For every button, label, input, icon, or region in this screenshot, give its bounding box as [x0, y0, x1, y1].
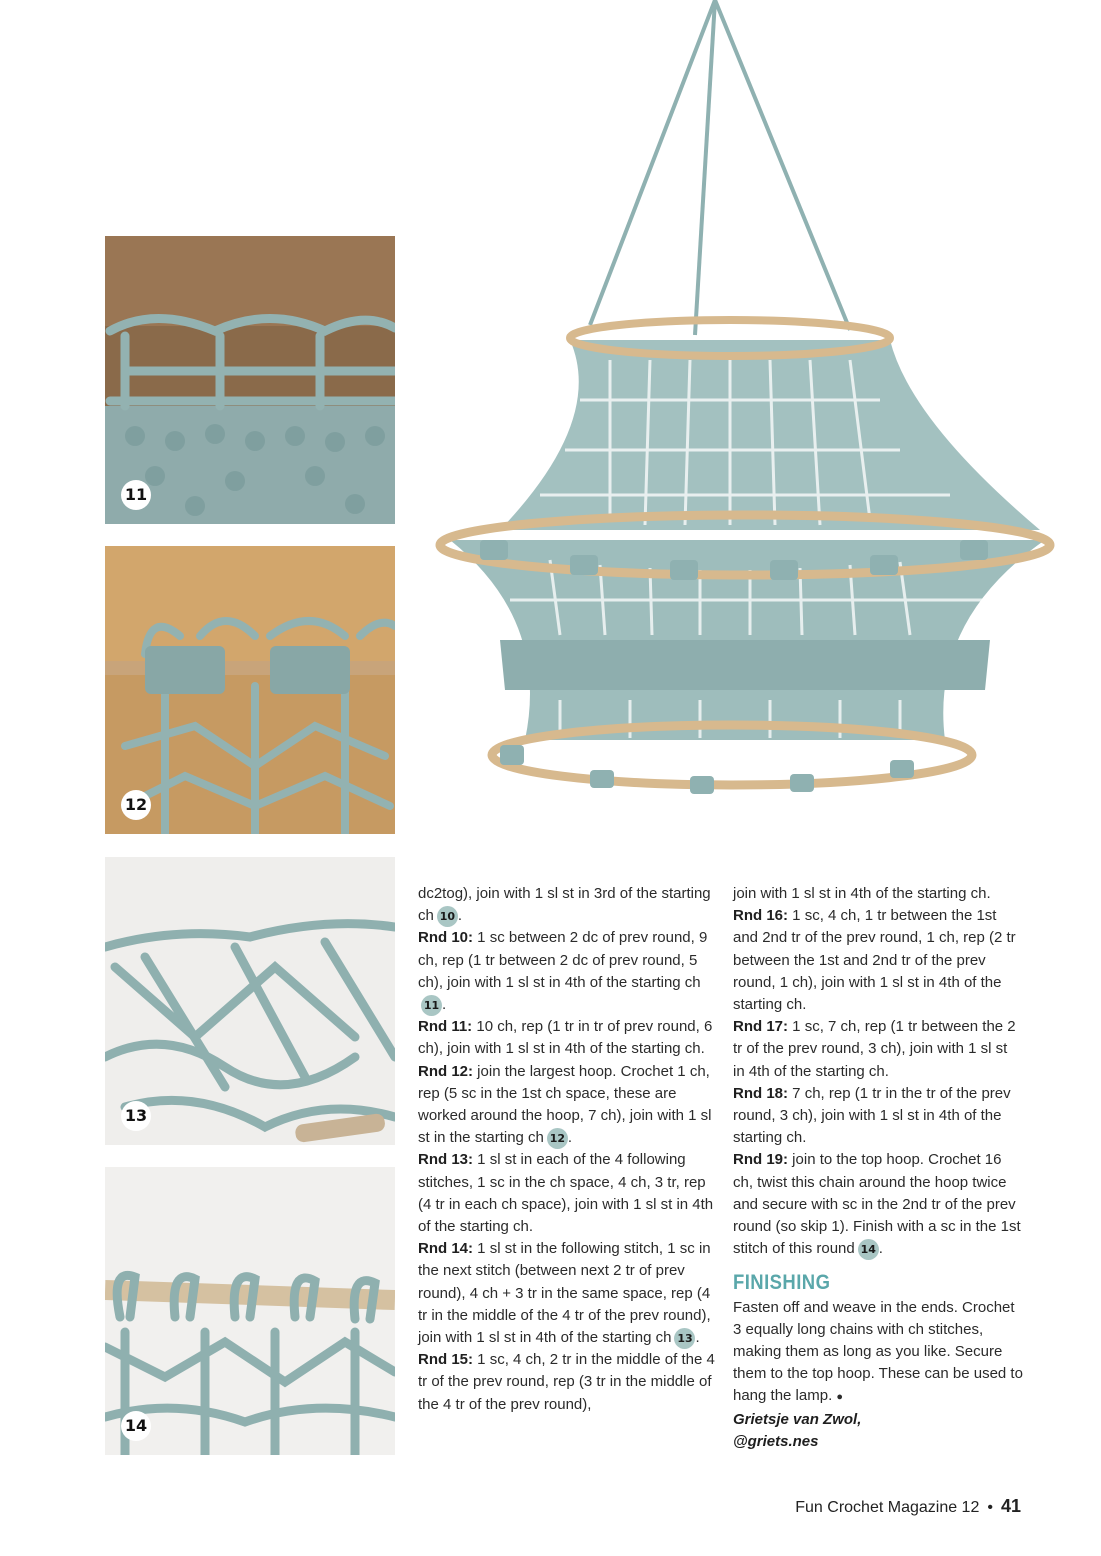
section-heading-finishing: FINISHING: [733, 1271, 831, 1295]
pattern-column-1: [418, 883, 718, 1416]
round-11: Rnd 11: 10 ch, rep (1 tr in tr of prev round, 6 ch), join with 1 sl st in 4th of the starting ch.: [418, 1018, 713, 1058]
author-handle: @griets.nes: [733, 1432, 819, 1450]
pattern-paragraph: dc2tog), join with 1 sl st in 3rd of the starting ch 10 .: [418, 883, 718, 927]
round-19: Rnd 19: join to the top hoop. Crochet 16 ch, twist this chain around the hoop twice and secure with sc in the 2nd tr of the prev round (so skip 1). Finish with a sc in the 1st stitch of this round 14 .: [733, 1149, 1023, 1260]
step-number-badge: 11: [121, 480, 151, 510]
round-14: Rnd 14: 1 sl st in the following stitch, 1 sc in the next stitch (between next 2 tr of prev round), 4 ch + 3 tr in the same space, rep (4 tr in the middle of the 4 tr of the prev round), join with 1 sl st in 4th of the starting ch 13 .: [418, 1238, 718, 1349]
round-13: Rnd 13: 1 sl st in each of the 4 following stitches, 1 sc in the ch space, 4 ch, 3 tr, rep (4 tr in each ch space), join with 1 sl st in 4th of the starting ch.: [418, 1151, 714, 1236]
step-number-badge-icon: 14: [858, 1239, 879, 1260]
step-number-badge-icon: 12: [547, 1128, 568, 1149]
round-10: Rnd 10: 1 sc between 2 dc of prev round, 9 ch, rep (1 tr between 2 dc of prev round, 5 ch), join with 1 sl st in 4th of the starting ch11 .: [418, 927, 718, 1016]
round-16: Rnd 16: 1 sc, 4 ch, 1 tr between the 1st and 2nd tr of the prev round, 1 ch, rep (2 tr between the 1st and 2nd tr of the prev round, 1 ch), join with 1 sl st in 4th of the starting ch.: [733, 907, 1016, 1014]
pattern-paragraph: join with 1 sl st in 4th of the starting ch.: [733, 885, 991, 902]
page-number: 41: [1000, 1496, 1021, 1516]
step-number-badge: 13: [121, 1101, 151, 1131]
step-photo-12: [105, 546, 395, 834]
pattern-column-2: [733, 883, 1023, 1453]
bullet-icon: ●: [836, 1391, 844, 1404]
step-number-badge-icon: 10: [437, 906, 458, 927]
step-number-badge-icon: 11: [421, 995, 442, 1016]
round-12: Rnd 12: join the largest hoop. Crochet 1 ch, rep (5 sc in the 1st ch space, these are worked around the hoop, 7 ch), join with 1 sl st in the starting ch 12 .: [418, 1061, 718, 1150]
page-footer: [795, 1496, 1021, 1517]
separator-icon: •: [987, 1499, 993, 1516]
round-18: Rnd 18: 7 ch, rep (1 tr in the tr of the prev round, 3 ch), join with 1 sl st in 4th of the starting ch.: [733, 1084, 1011, 1147]
lamp-photo: [430, 0, 1060, 800]
step-number-badge: 14: [121, 1411, 151, 1441]
step-number-badge: 12: [121, 790, 151, 820]
magazine-name: Fun Crochet Magazine 12: [795, 1499, 980, 1516]
author-name: Grietsje van Zwol,: [733, 1410, 862, 1428]
step-photo-14: [105, 1167, 395, 1455]
step-number-badge-icon: 13: [674, 1328, 695, 1349]
step-photo-13: [105, 857, 395, 1145]
finishing-paragraph: Fasten off and weave in the ends. Crochet 3 equally long chains with ch stitches, making them as long as you like. Secure them to the top hoop. These can be used to hang the lamp. ●: [733, 1298, 1023, 1405]
round-15: Rnd 15: 1 sc, 4 ch, 2 tr in the middle of the 4 tr of the prev round, rep (3 tr in the middle of the 4 tr of the prev round),: [418, 1351, 715, 1413]
step-photo-11: [105, 236, 395, 524]
round-17: Rnd 17: 1 sc, 7 ch, rep (1 tr between the 2 tr of the prev round, 3 ch), join with 1 sl st in 4th of the starting ch.: [733, 1018, 1016, 1080]
